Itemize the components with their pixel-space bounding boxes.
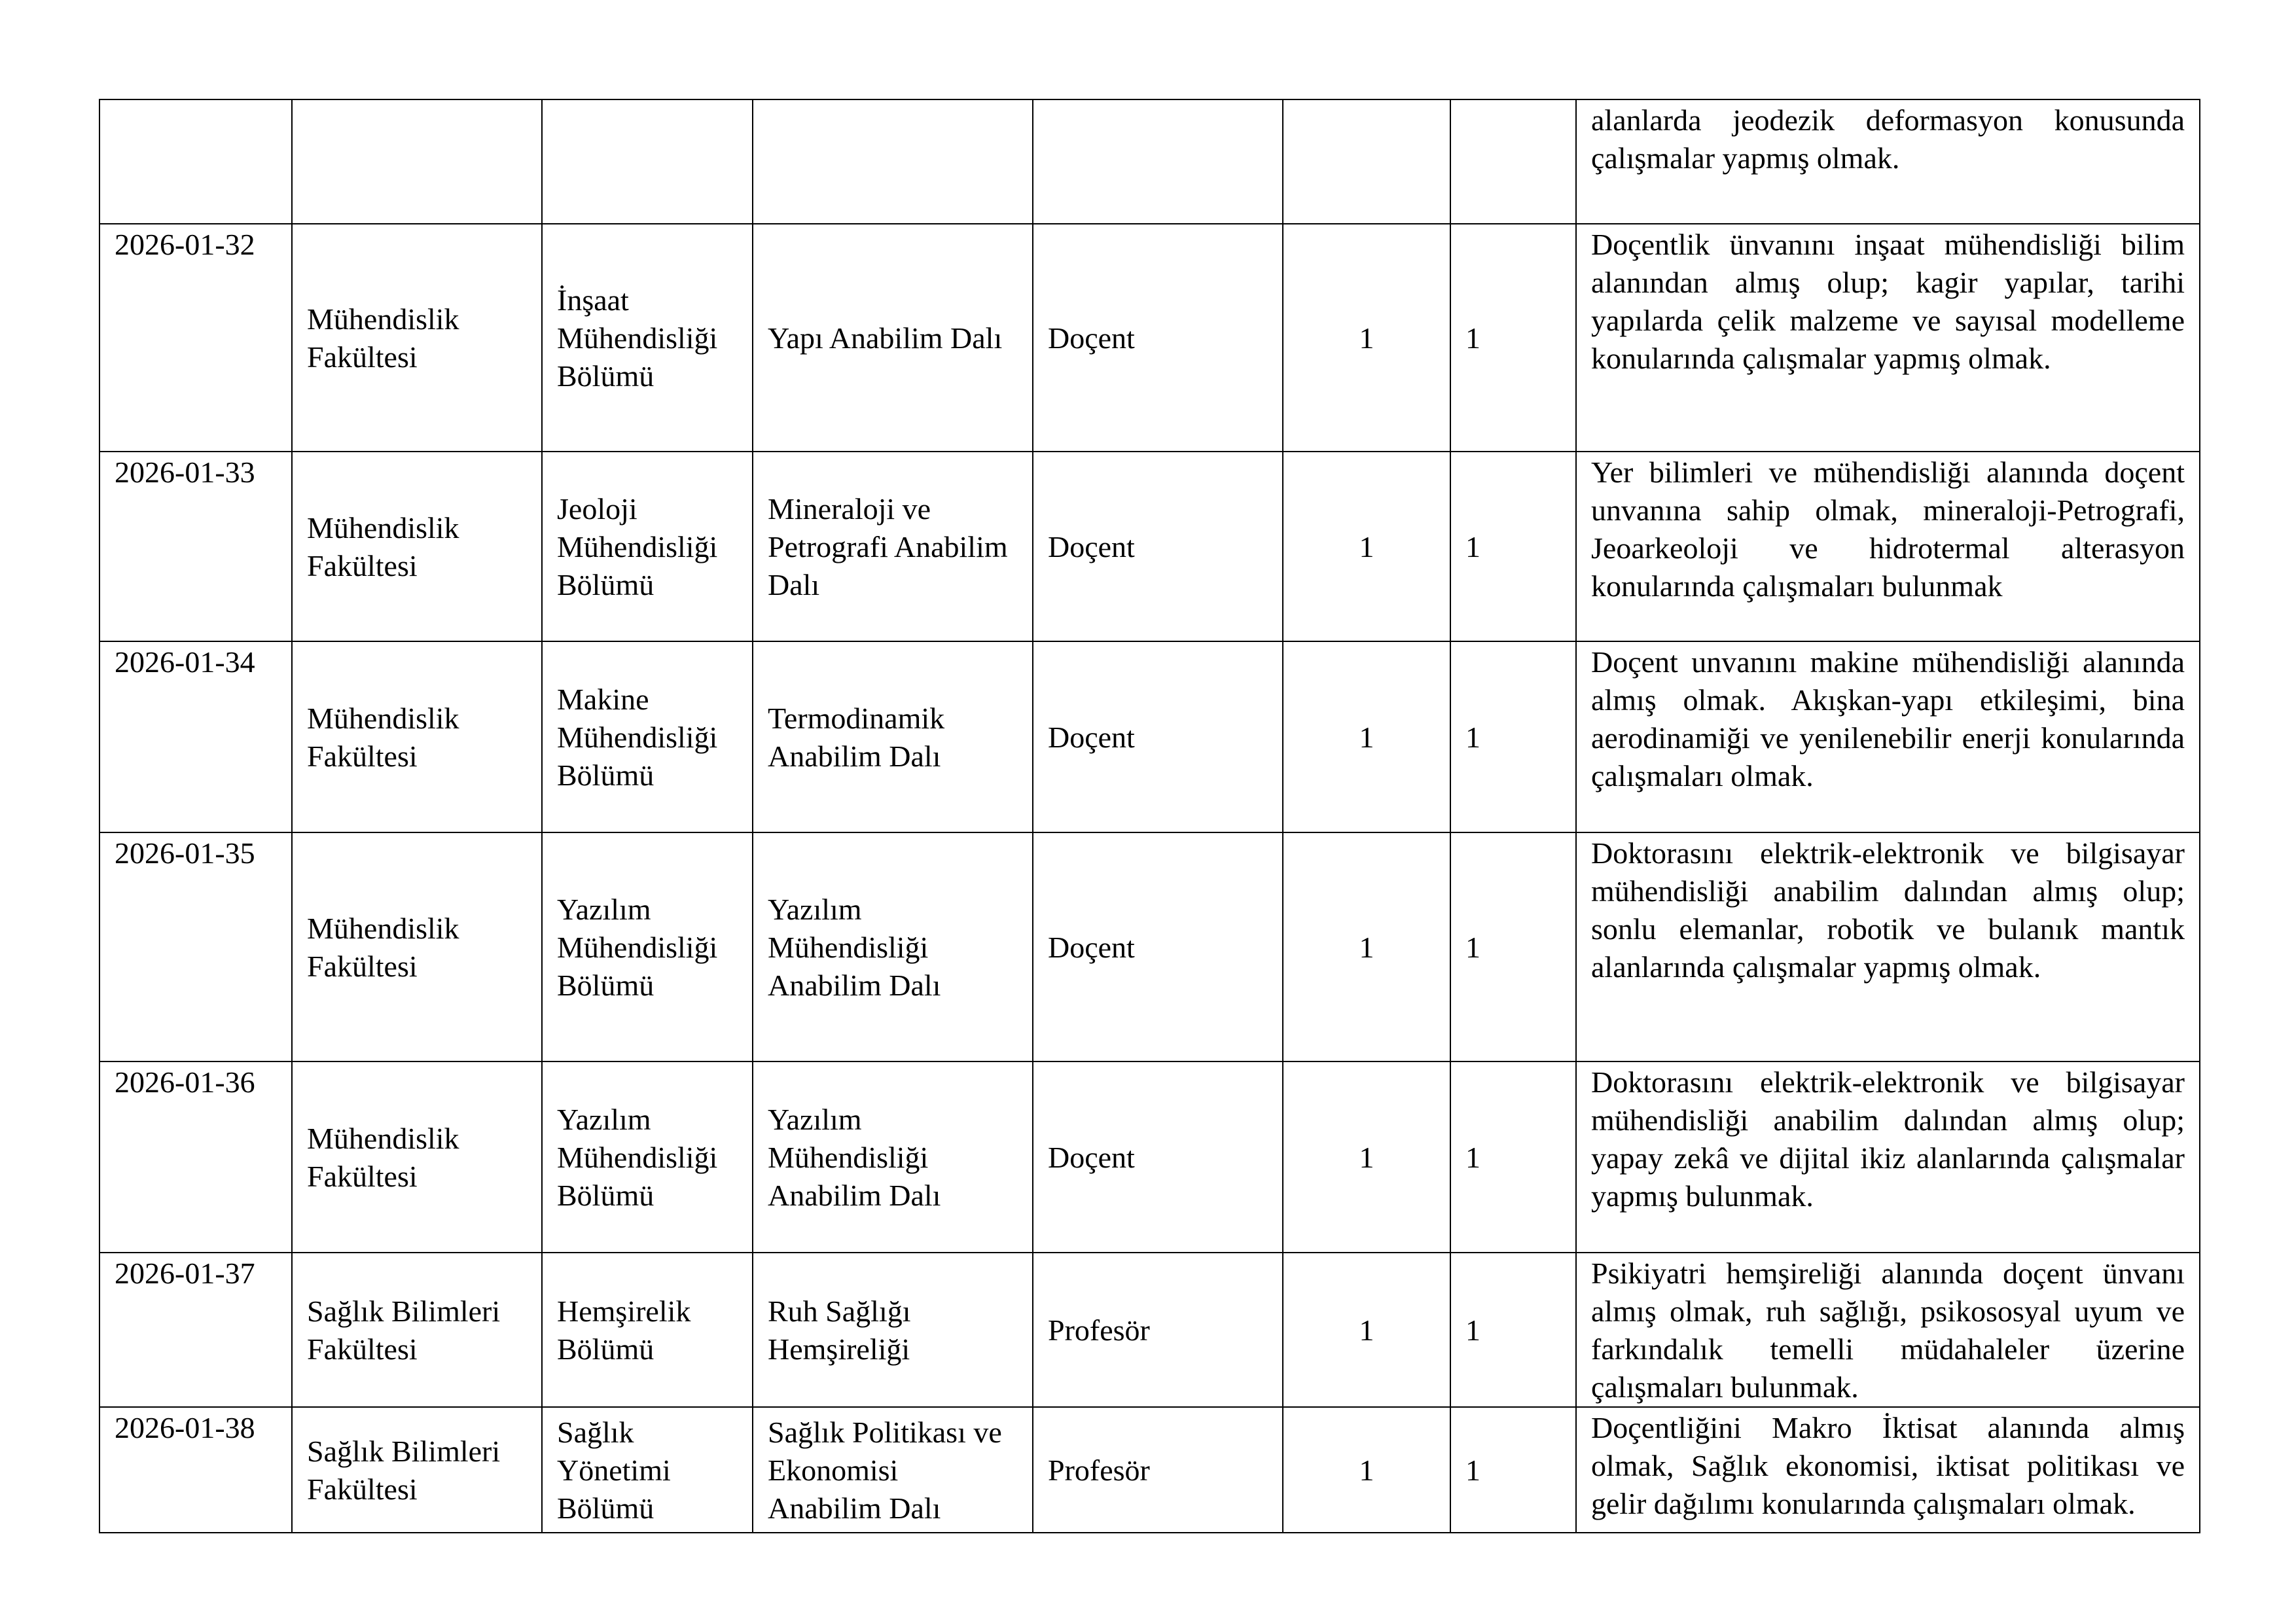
division-cell: Termodinamik Anabilim Dalı [753, 641, 1033, 832]
requirement-cell: Doktorasını elektrik-elektronik ve bilgisayar mühendisliği anabilim dalından almış olup; sonlu elemanlar, robotik ve bulanık mantık alanlarında çalışmalar yapmış olmak. [1576, 832, 2200, 1061]
requirement-cell: Doçentliğini Makro İktisat alanında almış olmak, Sağlık ekonomisi, iktisat politikası ve gelir dağılımı konularında çalışmaları olmak. [1576, 1407, 2200, 1533]
department-cell: Hemşirelik Bölümü [542, 1253, 753, 1407]
table-row [99, 452, 2200, 641]
division-cell [753, 99, 1033, 224]
department-cell: Yazılım Mühendisliği Bölümü [542, 832, 753, 1061]
count-cell: 1 [1450, 641, 1576, 832]
position-code: 2026-01-38 [99, 1407, 292, 1533]
count-cell: 1 [1283, 452, 1450, 641]
department-cell: Jeoloji Mühendisliği Bölümü [542, 452, 753, 641]
positions-table [99, 99, 2200, 1533]
count-cell: 1 [1283, 641, 1450, 832]
count-cell: 1 [1450, 1061, 1576, 1253]
count-cell: 1 [1283, 1061, 1450, 1253]
requirement-cell: Doçent unvanını makine mühendisliği alanında almış olmak. Akışkan-yapı etkileşimi, bina aerodinamiği ve yenilenebilir enerji konularında çalışmaları olmak. [1576, 641, 2200, 832]
title-cell: Doçent [1033, 641, 1283, 832]
position-code: 2026-01-36 [99, 1061, 292, 1253]
requirement-cell: Psikiyatri hemşireliği alanında doçent ünvanı almış olmak, ruh sağlığı, psikososyal uyum ve farkındalık temelli müdahaleler üzerine çalışmaları bulunmak. [1576, 1253, 2200, 1407]
title-cell: Doçent [1033, 832, 1283, 1061]
department-cell: Sağlık Yönetimi Bölümü [542, 1407, 753, 1533]
table-row [99, 224, 2200, 452]
position-code: 2026-01-35 [99, 832, 292, 1061]
requirement-cell: Doktorasını elektrik-elektronik ve bilgisayar mühendisliği anabilim dalından almış olup; yapay zekâ ve dijital ikiz alanlarında çalışmalar yapmış bulunmak. [1576, 1061, 2200, 1253]
department-cell [542, 99, 753, 224]
faculty-cell [292, 99, 542, 224]
table-row [99, 832, 2200, 1061]
table-row [99, 1253, 2200, 1407]
count-cell: 1 [1283, 1253, 1450, 1407]
faculty-cell: Sağlık Bilimleri Fakültesi [292, 1253, 542, 1407]
position-code: 2026-01-32 [99, 224, 292, 452]
department-cell: Yazılım Mühendisliği Bölümü [542, 1061, 753, 1253]
table-row [99, 99, 2200, 224]
position-code: 2026-01-37 [99, 1253, 292, 1407]
requirement-cell: Doçentlik ünvanını inşaat mühendisliği bilim alanından almış olup; kagir yapılar, tarihi yapılarda çelik malzeme ve sayısal modelleme konularında çalışmalar yapmış olmak. [1576, 224, 2200, 452]
count-cell: 1 [1450, 452, 1576, 641]
table-row [99, 1407, 2200, 1533]
faculty-cell: Sağlık Bilimleri Fakültesi [292, 1407, 542, 1533]
count-cell: 1 [1450, 832, 1576, 1061]
position-code: 2026-01-34 [99, 641, 292, 832]
count-cell: 1 [1283, 832, 1450, 1061]
division-cell: Yazılım Mühendisliği Anabilim Dalı [753, 832, 1033, 1061]
title-cell: Profesör [1033, 1253, 1283, 1407]
count-cell: 1 [1283, 1407, 1450, 1533]
requirement-cell: Yer bilimleri ve mühendisliği alanında doçent unvanına sahip olmak, mineraloji-Petrografi, Jeoarkeoloji ve hidrotermal alterasyon konularında çalışmaları bulunmak [1576, 452, 2200, 641]
count-cell: 1 [1283, 224, 1450, 452]
count-cell [1450, 99, 1576, 224]
count-cell [1283, 99, 1450, 224]
division-cell: Mineraloji ve Petrografi Anabilim Dalı [753, 452, 1033, 641]
count-cell: 1 [1450, 1407, 1576, 1533]
count-cell: 1 [1450, 224, 1576, 452]
faculty-cell: Mühendislik Fakültesi [292, 1061, 542, 1253]
faculty-cell: Mühendislik Fakültesi [292, 832, 542, 1061]
title-cell: Doçent [1033, 224, 1283, 452]
division-cell: Sağlık Politikası ve Ekonomisi Anabilim Dalı [753, 1407, 1033, 1533]
title-cell: Doçent [1033, 452, 1283, 641]
division-cell: Yapı Anabilim Dalı [753, 224, 1033, 452]
faculty-cell: Mühendislik Fakültesi [292, 641, 542, 832]
division-cell: Yazılım Mühendisliği Anabilim Dalı [753, 1061, 1033, 1253]
position-code [99, 99, 292, 224]
faculty-cell: Mühendislik Fakültesi [292, 224, 542, 452]
title-cell: Doçent [1033, 1061, 1283, 1253]
table-row [99, 641, 2200, 832]
department-cell: İnşaat Mühendisliği Bölümü [542, 224, 753, 452]
faculty-cell: Mühendislik Fakültesi [292, 452, 542, 641]
requirement-cell: alanlarda jeodezik deformasyon konusunda çalışmalar yapmış olmak. [1576, 99, 2200, 224]
count-cell: 1 [1450, 1253, 1576, 1407]
position-code: 2026-01-33 [99, 452, 292, 641]
department-cell: Makine Mühendisliği Bölümü [542, 641, 753, 832]
title-cell [1033, 99, 1283, 224]
table-row [99, 1061, 2200, 1253]
division-cell: Ruh Sağlığı Hemşireliği [753, 1253, 1033, 1407]
title-cell: Profesör [1033, 1407, 1283, 1533]
